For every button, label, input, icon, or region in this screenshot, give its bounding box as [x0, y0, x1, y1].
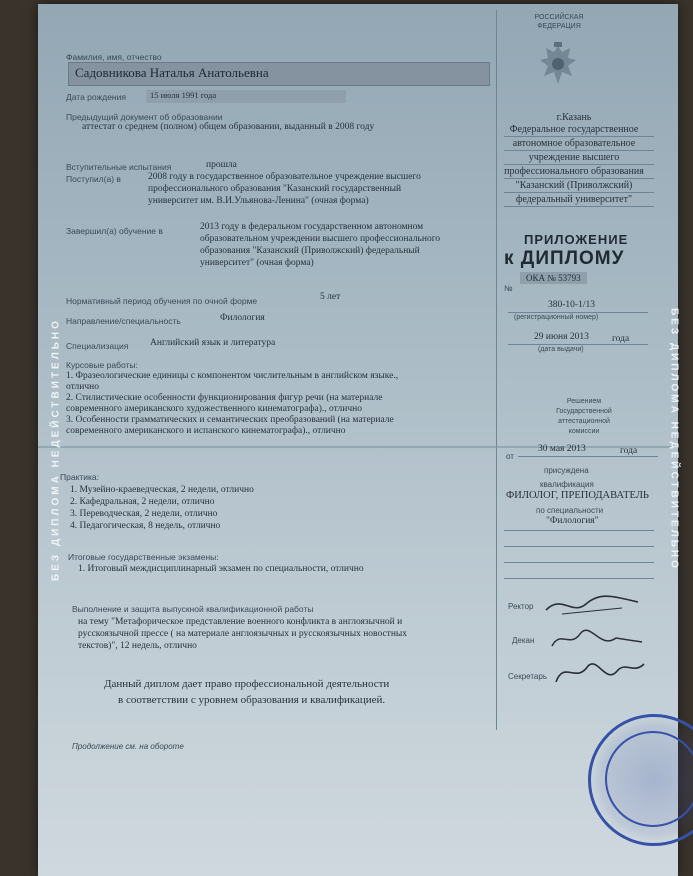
- supplement-number: ОКА № 53793: [520, 272, 587, 284]
- awarded: присуждена: [544, 466, 589, 475]
- completed-line-3: образования "Казанский (Приволжский) федеральный: [200, 246, 420, 256]
- rector-signature: [542, 590, 642, 625]
- coursework-line-6: современного американского и испанского кинематографа)., отлично: [66, 426, 346, 436]
- commission-line-4: комиссии: [568, 428, 600, 435]
- specialization-label: Специализация: [66, 341, 129, 351]
- completed-label: Завершил(а) обучение в: [66, 226, 163, 236]
- thesis-line-1: на тему "Метафорическое представление военного конфликта в англоязычной и: [78, 617, 403, 627]
- title-big: к ДИПЛОМУ: [504, 248, 625, 269]
- from-label: от: [506, 452, 514, 461]
- secretary-signature: [548, 654, 648, 695]
- completed-line-1: 2013 году в федеральном государственном автономном: [200, 222, 424, 232]
- rule: [504, 562, 654, 563]
- rule: [518, 456, 658, 457]
- diploma-supplement-sheet: [38, 4, 678, 876]
- practice-line-1: 1. Музейно-краеведческая, 2 недели, отлично: [70, 485, 254, 495]
- issue-year-suffix: года: [612, 334, 630, 344]
- name-field: [68, 62, 490, 86]
- exams-line: 1. Итоговый междисциплинарный экзамен по специальности, отлично: [78, 564, 364, 574]
- rule: [504, 136, 654, 137]
- qualification: ФИЛОЛОГ, ПРЕПОДАВАТЕЛЬ: [506, 490, 649, 501]
- issue-date: 29 июня 2013: [534, 332, 589, 342]
- thesis-line-2: русскоязычной прессе ( на материале англоязычных и русскоязычных новостных: [78, 629, 408, 639]
- rule: [504, 546, 654, 547]
- coursework-label: Курсовые работы:: [66, 360, 138, 370]
- entrance-label: Вступительные испытания: [66, 162, 172, 172]
- completed-line-4: университет" (очная форма): [200, 258, 314, 268]
- column-divider: [496, 10, 497, 730]
- enrolled-line-3: университет им. В.И.Ульянова-Ленина" (очная форма): [148, 196, 369, 206]
- enrolled-line-1: 2008 году в государственное образовательное учреждение высшего: [148, 172, 421, 182]
- university-line-6: федеральный университет": [515, 194, 633, 205]
- practice-label: Практика:: [60, 472, 100, 482]
- country-line-1: РОССИЙСКАЯ: [534, 14, 584, 21]
- thesis-label: Выполнение и защита выпускной квалификационной работы: [72, 604, 314, 614]
- direction-value: Филология: [220, 313, 265, 323]
- specialty: "Филология": [546, 516, 599, 526]
- commission-line-1: Решением: [566, 398, 602, 405]
- prev-doc-label: Предыдущий документ об образовании: [66, 112, 223, 122]
- rule: [504, 530, 654, 531]
- coursework-line-2: отлично: [66, 382, 99, 392]
- university-line-5: "Казанский (Приволжский): [515, 180, 633, 191]
- rule: [504, 164, 654, 165]
- rector-label: Ректор: [508, 602, 534, 611]
- thesis-line-3: текстов)", 12 недель, отлично: [78, 641, 197, 651]
- side-text-left: БЕЗ ДИПЛОМА НЕДЕЙСТВИТЕЛЬНО: [50, 318, 62, 581]
- rule: [504, 206, 654, 207]
- rule: [508, 312, 648, 313]
- rights-line-1: Данный диплом дает право профессиональной деятельности: [104, 678, 390, 690]
- side-text-right: БЕЗ ДИПЛОМА НЕДЕЙСТВИТЕЛЬНО: [668, 308, 680, 571]
- period-value: 5 лет: [320, 292, 341, 302]
- full-name: Садовникова Наталья Анатольевна: [75, 65, 269, 80]
- rule: [504, 150, 654, 151]
- coursework-line-3: 2. Стилистические особенности функционирования фигур речи (на материале: [66, 393, 383, 403]
- university-line-3: учреждение высшего: [528, 152, 620, 163]
- university-line-1: Федеральное государственное: [509, 124, 639, 135]
- practice-line-4: 4. Педагогическая, 8 недель, отлично: [70, 521, 221, 531]
- specialty-label: по специальности: [536, 506, 604, 515]
- continued-note: Продолжение см. на обороте: [72, 742, 184, 751]
- title-small: ПРИЛОЖЕНИЕ: [524, 232, 629, 247]
- dean-label: Декан: [512, 636, 535, 645]
- exams-label: Итоговые государственные экзамены:: [68, 552, 219, 562]
- dob-value: 15 июля 1991 года: [150, 90, 217, 100]
- emblem-icon: [534, 40, 582, 92]
- rule: [504, 178, 654, 179]
- commission-date: 30 мая 2013: [538, 444, 586, 454]
- specialization-value: Английский язык и литература: [150, 338, 276, 348]
- rule: [508, 344, 648, 345]
- rule: [504, 578, 654, 579]
- enrolled-line-2: профессионального образования "Казанский государственный: [148, 184, 402, 194]
- period-label: Нормативный период обучения по очной форме: [66, 296, 258, 306]
- prev-doc-value: аттестат о среднем (полном) общем образовании, выданный в 2008 году: [82, 122, 375, 132]
- coursework-line-5: 3. Особенности грамматических и семантических преобразований (на материале: [66, 415, 394, 425]
- coursework-line-1: 1. Фразеологические единицы с компонентом числительным в английском языке.,: [66, 371, 399, 381]
- university-line-4: профессионального образования: [504, 166, 644, 177]
- reg-label: (регистрационный номер): [514, 314, 599, 321]
- rights-line-2: в соответствии с уровнем образования и квалификацией.: [118, 694, 386, 706]
- direction-label: Направление/специальность: [66, 316, 181, 326]
- practice-line-3: 3. Переводческая, 2 недели, отлично: [70, 509, 218, 519]
- city: г.Казань: [556, 112, 592, 123]
- entrance-value: прошла: [206, 160, 237, 170]
- rule: [504, 192, 654, 193]
- number-prefix: №: [504, 284, 513, 293]
- qualification-label: квалификация: [540, 480, 594, 489]
- name-label: Фамилия, имя, отчество: [66, 52, 162, 62]
- secretary-label: Секретарь: [508, 672, 547, 681]
- seal-stamp-icon: [588, 714, 693, 846]
- commission-year-suffix: года: [620, 446, 638, 456]
- commission-line-3: аттестационной: [558, 418, 610, 425]
- completed-line-2: образовательном учреждении высшего профессионального: [200, 234, 441, 244]
- university-line-2: автономное образовательное: [512, 138, 636, 149]
- dob-label: Дата рождения: [66, 92, 126, 102]
- commission-line-2: Государственной: [556, 408, 612, 415]
- reg-number: 380-10-1/13: [548, 300, 595, 310]
- enrolled-label: Поступил(а) в: [66, 174, 121, 184]
- coursework-line-4: современного американского художественного кинематографа)., отлично: [66, 404, 362, 414]
- country-line-2: ФЕДЕРАЦИЯ: [537, 23, 581, 30]
- issue-label: (дата выдачи): [538, 346, 584, 353]
- practice-line-2: 2. Кафедральная, 2 недели, отлично: [70, 497, 215, 507]
